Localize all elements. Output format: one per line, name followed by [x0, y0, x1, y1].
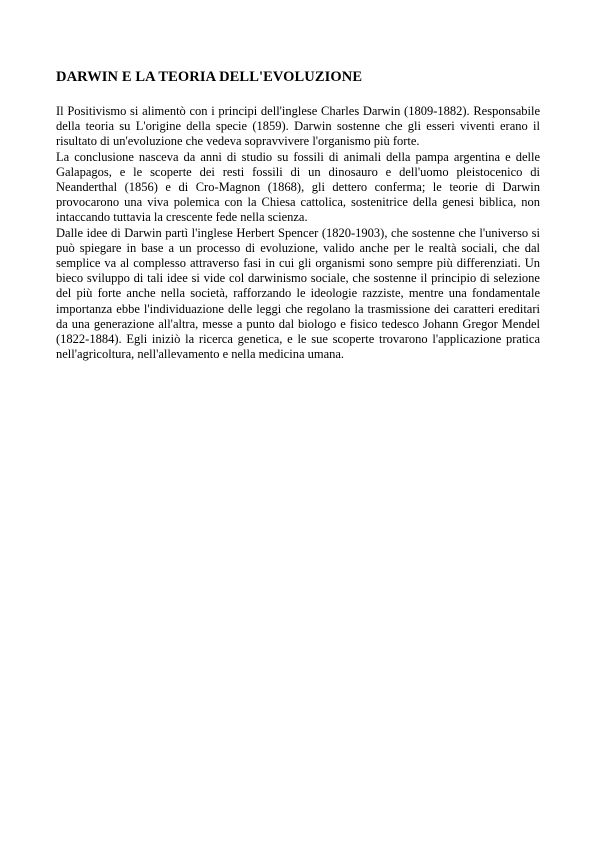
paragraph-darwin-intro: Il Positivismo si alimentò con i principi dell'inglese Charles Darwin (1809-1882). Responsabile della teoria su L'origine della specie (1859). Darwin sostenne che gli esseri viventi erano il risultato di un'evoluzione che vedeva sopravvivere l'organismo più forte. [56, 104, 540, 149]
paragraph-spencer-mendel: Dalle idee di Darwin partì l'inglese Herbert Spencer (1820-1903), che sostenne che l'universo si può spiegare in base a un processo di evoluzione, valido anche per le realtà sociali, che dal semplice va al complesso attraverso fasi in cui gli organismi sono sempre più differenziati. Un bieco sviluppo di tali idee si vide col darwinismo sociale, che sostenne il principio di selezione del più forte anche nella società, rafforzando le ideologie razziste, mentre una fondamentale importanza ebbe l'individuazione delle leggi che regolano la trasmissione dei caratteri ereditari da una generazione all'altra, messe a punto dal biologo e fisico tedesco Johann Gregor Mendel (1822-1884). Egli iniziò la ricerca genetica, e le sue scoperte trovarono l'applicazione pratica nell'agricoltura, nell'allevamento e nella medicina umana. [56, 225, 540, 362]
document-body [56, 68, 540, 362]
paragraph-fossil-evidence: La conclusione nasceva da anni di studio su fossili di animali della pampa argentina e delle Galapagos, e le scoperte dei resti fossili di un dinosauro e dell'uomo pleistocenico di Neanderthal (1856) e di Cro-Magnon (1868), gli dettero conferma; le teorie di Darwin provocarono una viva polemica con la Chiesa cattolica, sostenitrice della genesi biblica, non intaccando tuttavia la crescente fede nella scienza. [56, 149, 540, 225]
document-title: DARWIN E LA TEORIA DELL'EVOLUZIONE [56, 69, 363, 85]
